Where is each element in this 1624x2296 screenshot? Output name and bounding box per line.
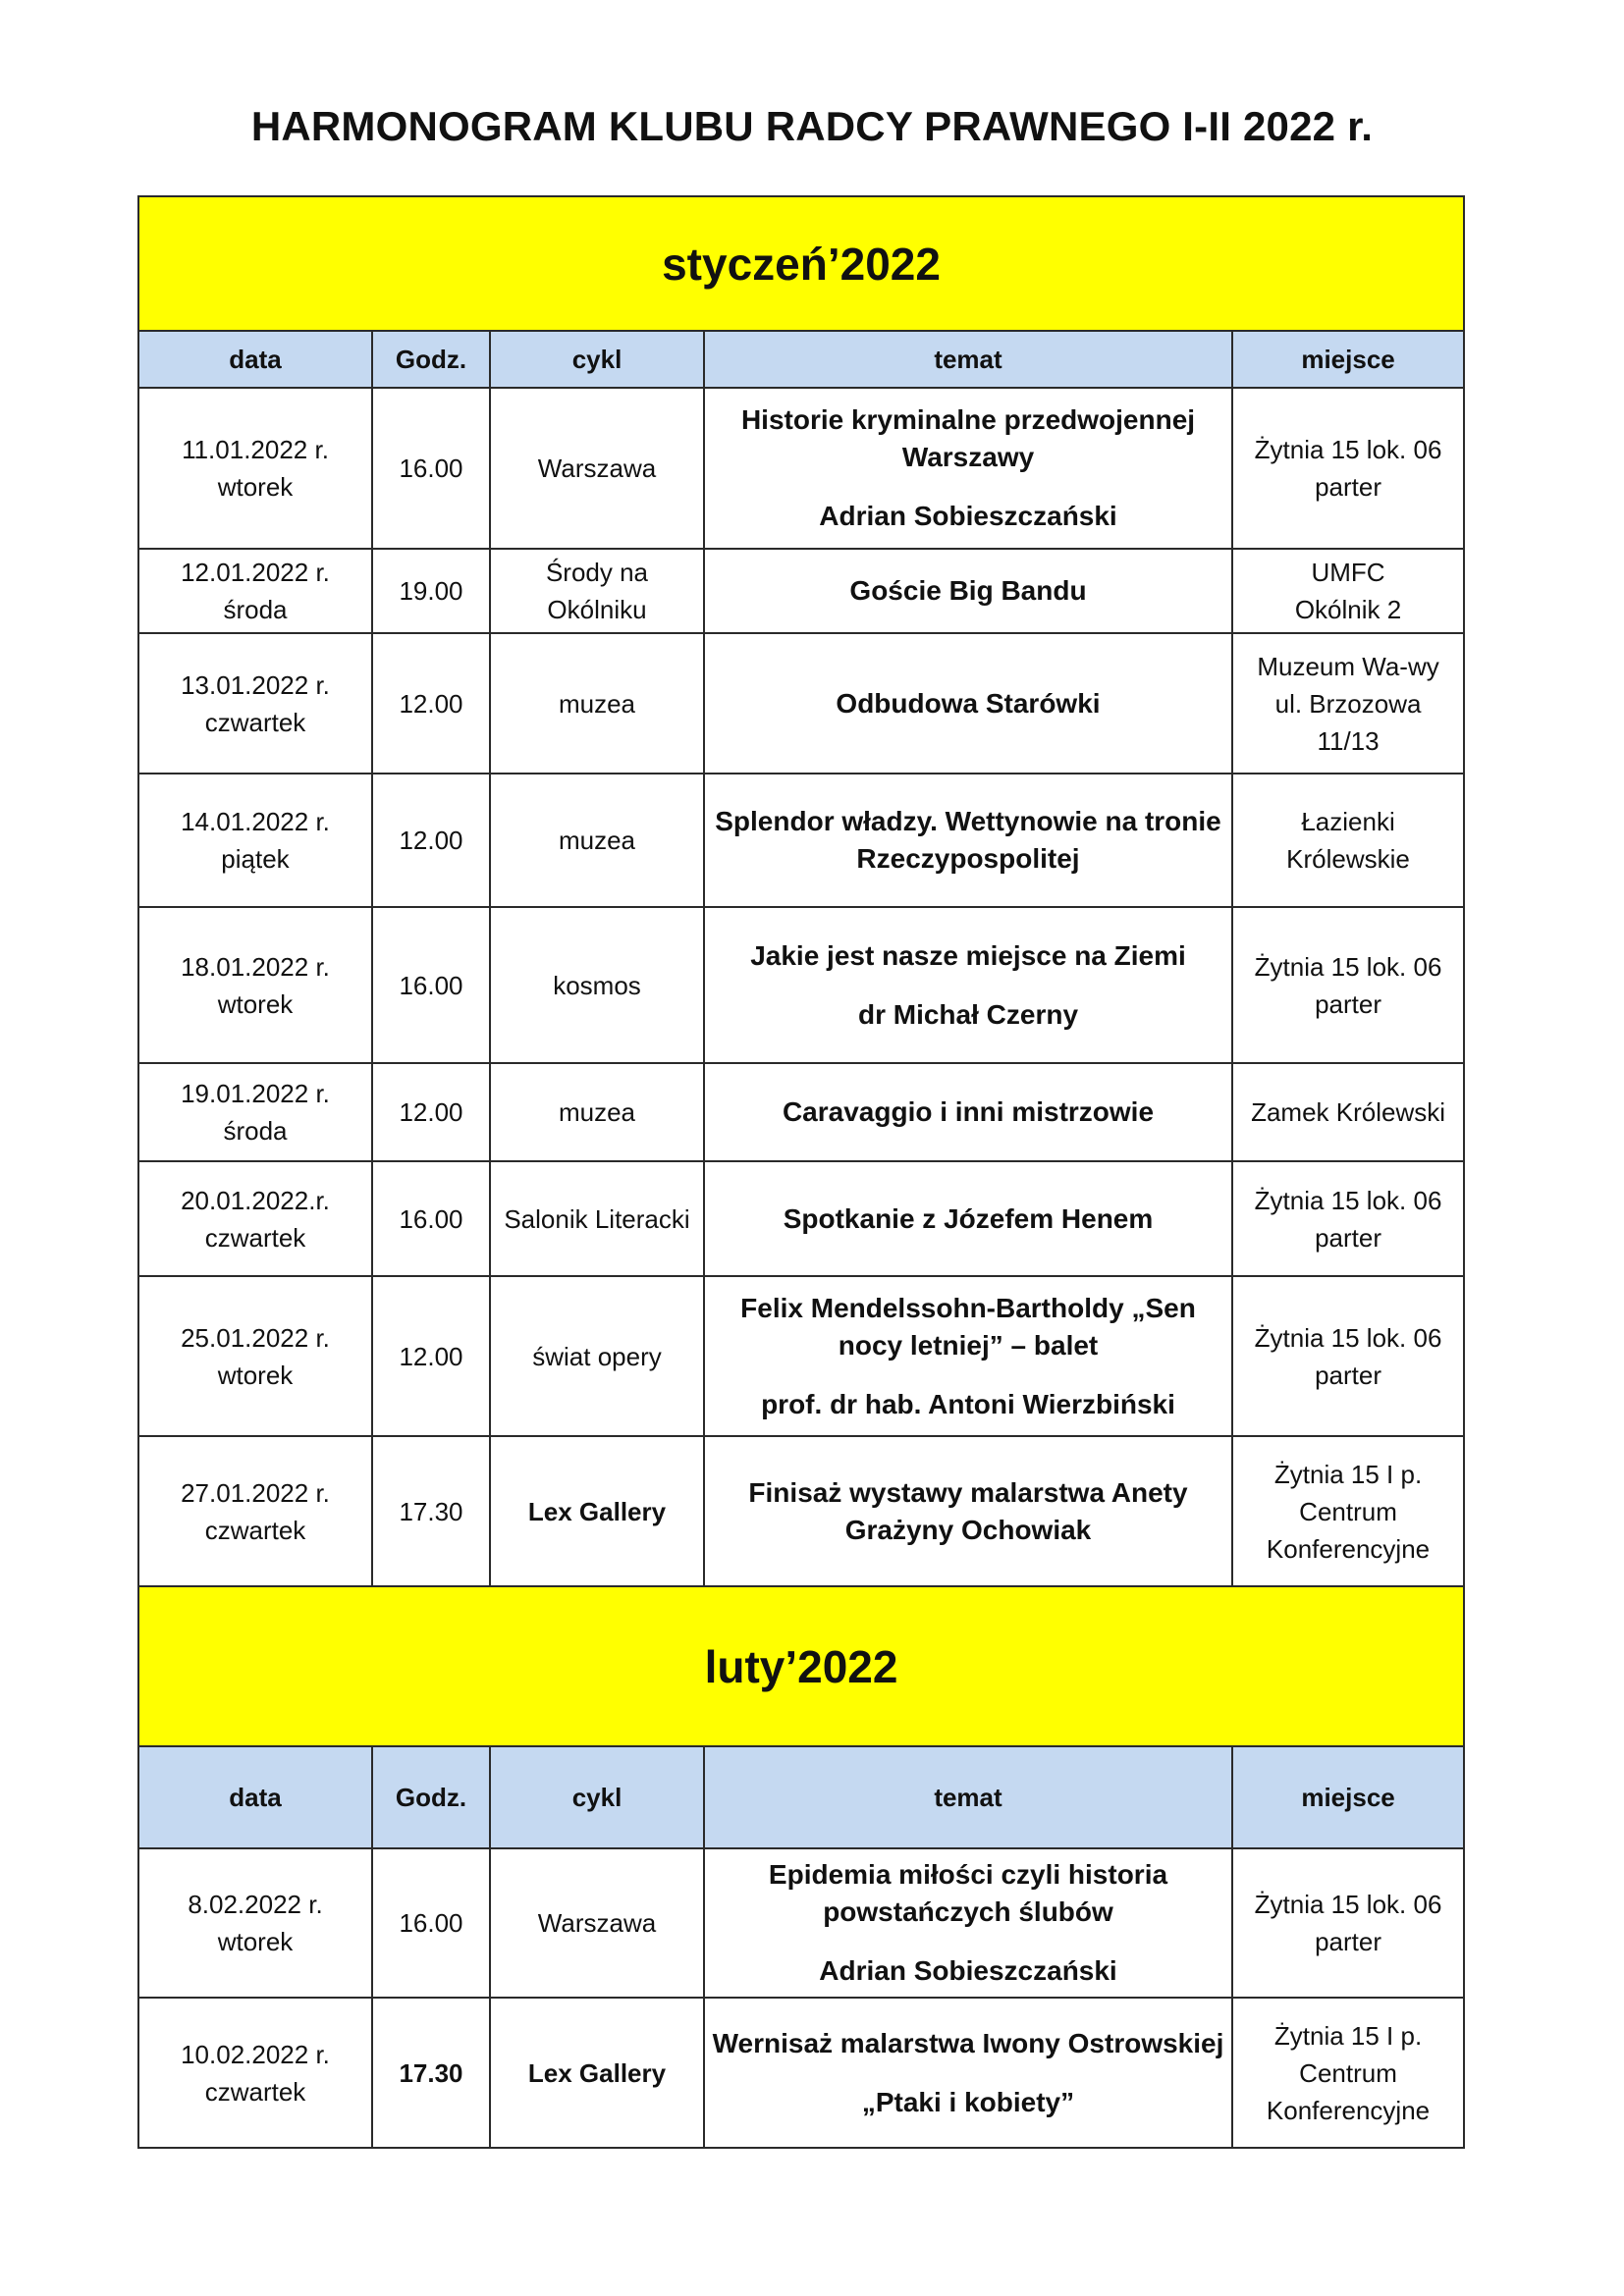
event-place-line: Konferencyjne [1266,2095,1431,2125]
table-row [138,1063,1464,1161]
cycle-cell: Warszawa [490,1848,704,1998]
time-cell: 19.00 [372,549,490,633]
column-header-3: temat [704,1746,1232,1848]
event-place-line: parter [1315,988,1381,1019]
table-row [138,633,1464,774]
table-row [138,1848,1464,1998]
date-cell [138,549,372,633]
topic-cell [704,1063,1232,1161]
event-place-line: Centrum [1299,1496,1397,1526]
cycle-cell: świat opery [490,1276,704,1436]
cycle-cell: kosmos [490,907,704,1063]
place-cell [1232,774,1464,907]
event-day: środa [223,1116,288,1146]
date-cell [138,1436,372,1586]
event-day: wtorek [217,988,294,1019]
topic-cell [704,1998,1232,2148]
event-place-line: Konferencyjne [1266,1533,1431,1564]
date-cell [138,1998,372,2148]
date-cell [138,388,372,549]
event-topic: Caravaggio i inni mistrzowie [782,1096,1155,1127]
event-place-line: Okólnik 2 [1294,595,1402,624]
event-place-line: parter [1315,472,1381,502]
page-title: HARMONOGRAM KLUBU RADCY PRAWNEGO I-II 2022 r. [250,103,1374,149]
event-speaker: „Ptaki i kobiety” [861,2086,1075,2117]
event-topic: Odbudowa Starówki [836,687,1101,719]
event-date: 19.01.2022 r. [181,1079,330,1108]
cycle-cell: Lex Gallery [490,1436,704,1586]
topic-cell [704,1161,1232,1276]
month-row [138,1586,1464,1746]
event-day: wtorek [217,1927,294,1956]
event-place-line: parter [1315,1222,1381,1253]
schedule-table [137,195,1465,2149]
event-topic: Wernisaż malarstwa Iwony Ostrowskiej [712,2027,1224,2058]
event-date: 10.02.2022 r. [181,2039,330,2069]
event-day: czwartek [204,1515,306,1545]
time-cell: 12.00 [372,1063,490,1161]
event-topic: Epidemia miłości czyli historia powstańczych ślubów [768,1859,1168,1927]
event-place-line: parter [1315,1927,1381,1956]
place-cell [1232,907,1464,1063]
column-header-1: Godz. [372,331,490,388]
event-day: środa [223,595,288,624]
table-row [138,1998,1464,2148]
topic-cell [704,388,1232,549]
event-date: 12.01.2022 r. [181,558,330,587]
column-header-4: miejsce [1232,331,1464,388]
event-place-line: Żytnia 15 I p. [1273,1459,1423,1489]
month-title: styczeń’2022 [138,196,1464,331]
topic-cell [704,549,1232,633]
cycle-cell: muzea [490,1063,704,1161]
time-cell: 12.00 [372,633,490,774]
cycle-cell: muzea [490,633,704,774]
event-date: 13.01.2022 r. [181,669,330,700]
event-place-line: Zamek Królewski [1251,1097,1445,1127]
date-cell [138,1276,372,1436]
month-title: luty’2022 [138,1586,1464,1746]
column-header-2: cykl [490,1746,704,1848]
event-date: 27.01.2022 r. [181,1477,330,1508]
event-place-line: UMFC [1311,558,1385,587]
event-place-line: Centrum [1299,2057,1397,2088]
time-cell: 12.00 [372,1276,490,1436]
event-place-line: Królewskie [1286,844,1410,874]
date-cell [138,633,372,774]
place-cell [1232,1276,1464,1436]
place-cell [1232,1436,1464,1586]
cycle-cell: Warszawa [490,388,704,549]
event-date: 11.01.2022 r. [182,435,329,464]
place-cell [1232,1063,1464,1161]
column-header-0: data [138,331,372,388]
event-topic: Felix Mendelssohn-Bartholdy „Sen nocy letniej” – balet [740,1292,1196,1361]
event-topic: Spotkanie z Józefem Henem [783,1202,1154,1234]
event-topic: Finisaż wystawy malarstwa Anety Grażyny Ochowiak [748,1476,1188,1545]
event-date: 8.02.2022 r. [188,1890,323,1919]
event-day: czwartek [204,2076,306,2107]
cycle-cell: Lex Gallery [490,1998,704,2148]
column-header-0: data [138,1746,372,1848]
topic-cell [704,1436,1232,1586]
time-cell: 17.30 [372,1998,490,2148]
table-row [138,1161,1464,1276]
table-row [138,774,1464,907]
event-speaker: Adrian Sobieszczański [819,501,1117,531]
event-speaker: dr Michał Czerny [857,998,1079,1030]
event-place-line: Żytnia 15 lok. 06 [1254,951,1442,982]
table-row [138,907,1464,1063]
event-date: 25.01.2022 r. [181,1322,330,1353]
topic-cell [704,1276,1232,1436]
event-place-line: Muzeum Wa-wy [1257,651,1439,681]
column-header-1: Godz. [372,1746,490,1848]
event-place-line: ul. Brzozowa [1274,688,1422,719]
event-place-line: parter [1315,1360,1381,1390]
place-cell [1232,388,1464,549]
header-row [138,331,1464,388]
table-row [138,1276,1464,1436]
topic-cell [704,774,1232,907]
column-header-2: cykl [490,331,704,388]
event-place-line: Żytnia 15 lok. 06 [1254,1322,1442,1353]
topic-cell [704,1848,1232,1998]
event-day: czwartek [204,1222,306,1253]
time-cell: 16.00 [372,1161,490,1276]
time-cell: 16.00 [372,388,490,549]
event-day: wtorek [217,1360,294,1390]
table-row [138,549,1464,633]
time-cell: 12.00 [372,774,490,907]
cycle-cell: Środy na Okólniku [490,549,704,633]
event-date: 18.01.2022 r. [181,951,330,982]
event-place-line: Żytnia 15 lok. 06 [1254,1890,1442,1919]
event-day: czwartek [204,707,306,737]
event-date: 20.01.2022.r. [181,1185,330,1215]
place-cell [1232,1848,1464,1998]
place-cell [1232,633,1464,774]
month-row [138,196,1464,331]
event-topic: Historie kryminalne przedwojennej Warszawy [740,404,1196,472]
event-topic: Jakie jest nasze miejsce na Ziemi [750,939,1186,971]
topic-cell [704,907,1232,1063]
event-day: piątek [221,844,290,874]
event-day: wtorek [217,472,294,502]
time-cell: 17.30 [372,1436,490,1586]
event-place-line: 11/13 [1317,725,1380,756]
date-cell [138,1848,372,1998]
header-row [138,1746,1464,1848]
event-place-line: Żytnia 15 I p. [1273,2020,1423,2051]
event-date: 14.01.2022 r. [181,807,330,836]
event-speaker: Adrian Sobieszczański [819,1955,1117,1986]
event-place-line: Żytnia 15 lok. 06 [1254,1185,1442,1215]
column-header-3: temat [704,331,1232,388]
date-cell [138,1161,372,1276]
date-cell [138,907,372,1063]
place-cell [1232,1161,1464,1276]
event-topic: Splendor władzy. Wettynowie na tronie Rzeczypospolitej [715,806,1221,874]
place-cell [1232,1998,1464,2148]
event-place-line: Żytnia 15 lok. 06 [1254,435,1442,464]
date-cell [138,774,372,907]
event-topic: Goście Big Bandu [849,575,1087,606]
time-cell: 16.00 [372,907,490,1063]
event-place-line: Łazienki [1301,807,1395,836]
cycle-cell: muzea [490,774,704,907]
event-speaker: prof. dr hab. Antoni Wierzbiński [761,1388,1175,1419]
cycle-cell: Salonik Literacki [490,1161,704,1276]
place-cell [1232,549,1464,633]
table-row [138,388,1464,549]
date-cell [138,1063,372,1161]
topic-cell [704,633,1232,774]
time-cell: 16.00 [372,1848,490,1998]
table-row [138,1436,1464,1586]
column-header-4: miejsce [1232,1746,1464,1848]
